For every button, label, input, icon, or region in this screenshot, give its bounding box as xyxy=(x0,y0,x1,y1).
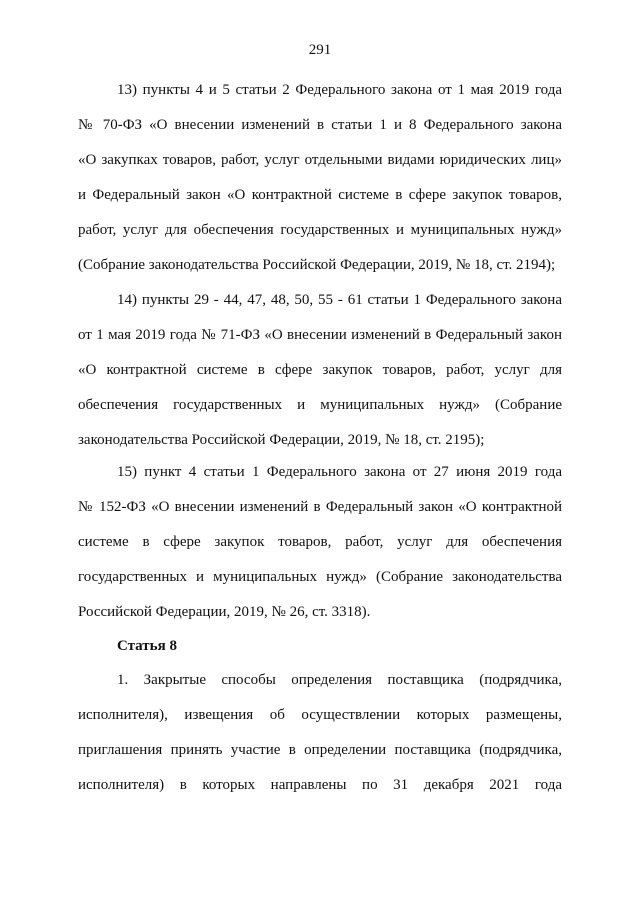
text-line: обеспечения государственных и муниципальных нужд» (Собрание xyxy=(78,397,562,413)
article-heading: Статья 8 xyxy=(117,638,177,654)
text-line: № 70-ФЗ «О внесении изменений в статьи 1 и 8 Федерального закона xyxy=(78,117,562,133)
text-line: 15) пункт 4 статьи 1 Федерального закона от 27 июня 2019 года xyxy=(117,464,562,480)
text-line: системе в сфере закупок товаров, работ, услуг для обеспечения xyxy=(78,534,562,550)
text-line: «О закупках товаров, работ, услуг отдельными видами юридических лиц» xyxy=(78,152,562,168)
text-line: (Собрание законодательства Российской Федерации, 2019, № 18, ст. 2194); xyxy=(78,257,556,273)
text-line: от 1 мая 2019 года № 71-ФЗ «О внесении изменений в Федеральный закон xyxy=(78,327,562,343)
text-line: приглашения принять участие в определении поставщика (подрядчика, xyxy=(78,742,562,758)
page-number: 291 xyxy=(308,42,332,58)
text-line: государственных и муниципальных нужд» (Собрание законодательства xyxy=(78,569,562,585)
text-line: 13) пункты 4 и 5 статьи 2 Федерального закона от 1 мая 2019 года xyxy=(117,82,562,98)
text-line: исполнителя), извещения об осуществлении которых размещены, xyxy=(78,707,562,723)
text-line: № 152-ФЗ «О внесении изменений в Федеральный закон «О контрактной xyxy=(78,499,562,515)
text-line: 14) пункты 29 - 44, 47, 48, 50, 55 - 61 статьи 1 Федерального закона xyxy=(117,292,562,308)
text-line: и Федеральный закон «О контрактной системе в сфере закупок товаров, xyxy=(78,187,562,203)
text-line: «О контрактной системе в сфере закупок товаров, работ, услуг для xyxy=(78,362,562,378)
text-line: исполнителя) в которых направлены по 31 декабря 2021 года xyxy=(78,777,562,793)
text-line: Российской Федерации, 2019, № 26, ст. 3318). xyxy=(78,604,371,620)
text-line: работ, услуг для обеспечения государственных и муниципальных нужд» xyxy=(78,222,562,238)
text-line: законодательства Российской Федерации, 2019, № 18, ст. 2195); xyxy=(78,432,485,448)
text-line: 1. Закрытые способы определения поставщика (подрядчика, xyxy=(117,672,562,688)
